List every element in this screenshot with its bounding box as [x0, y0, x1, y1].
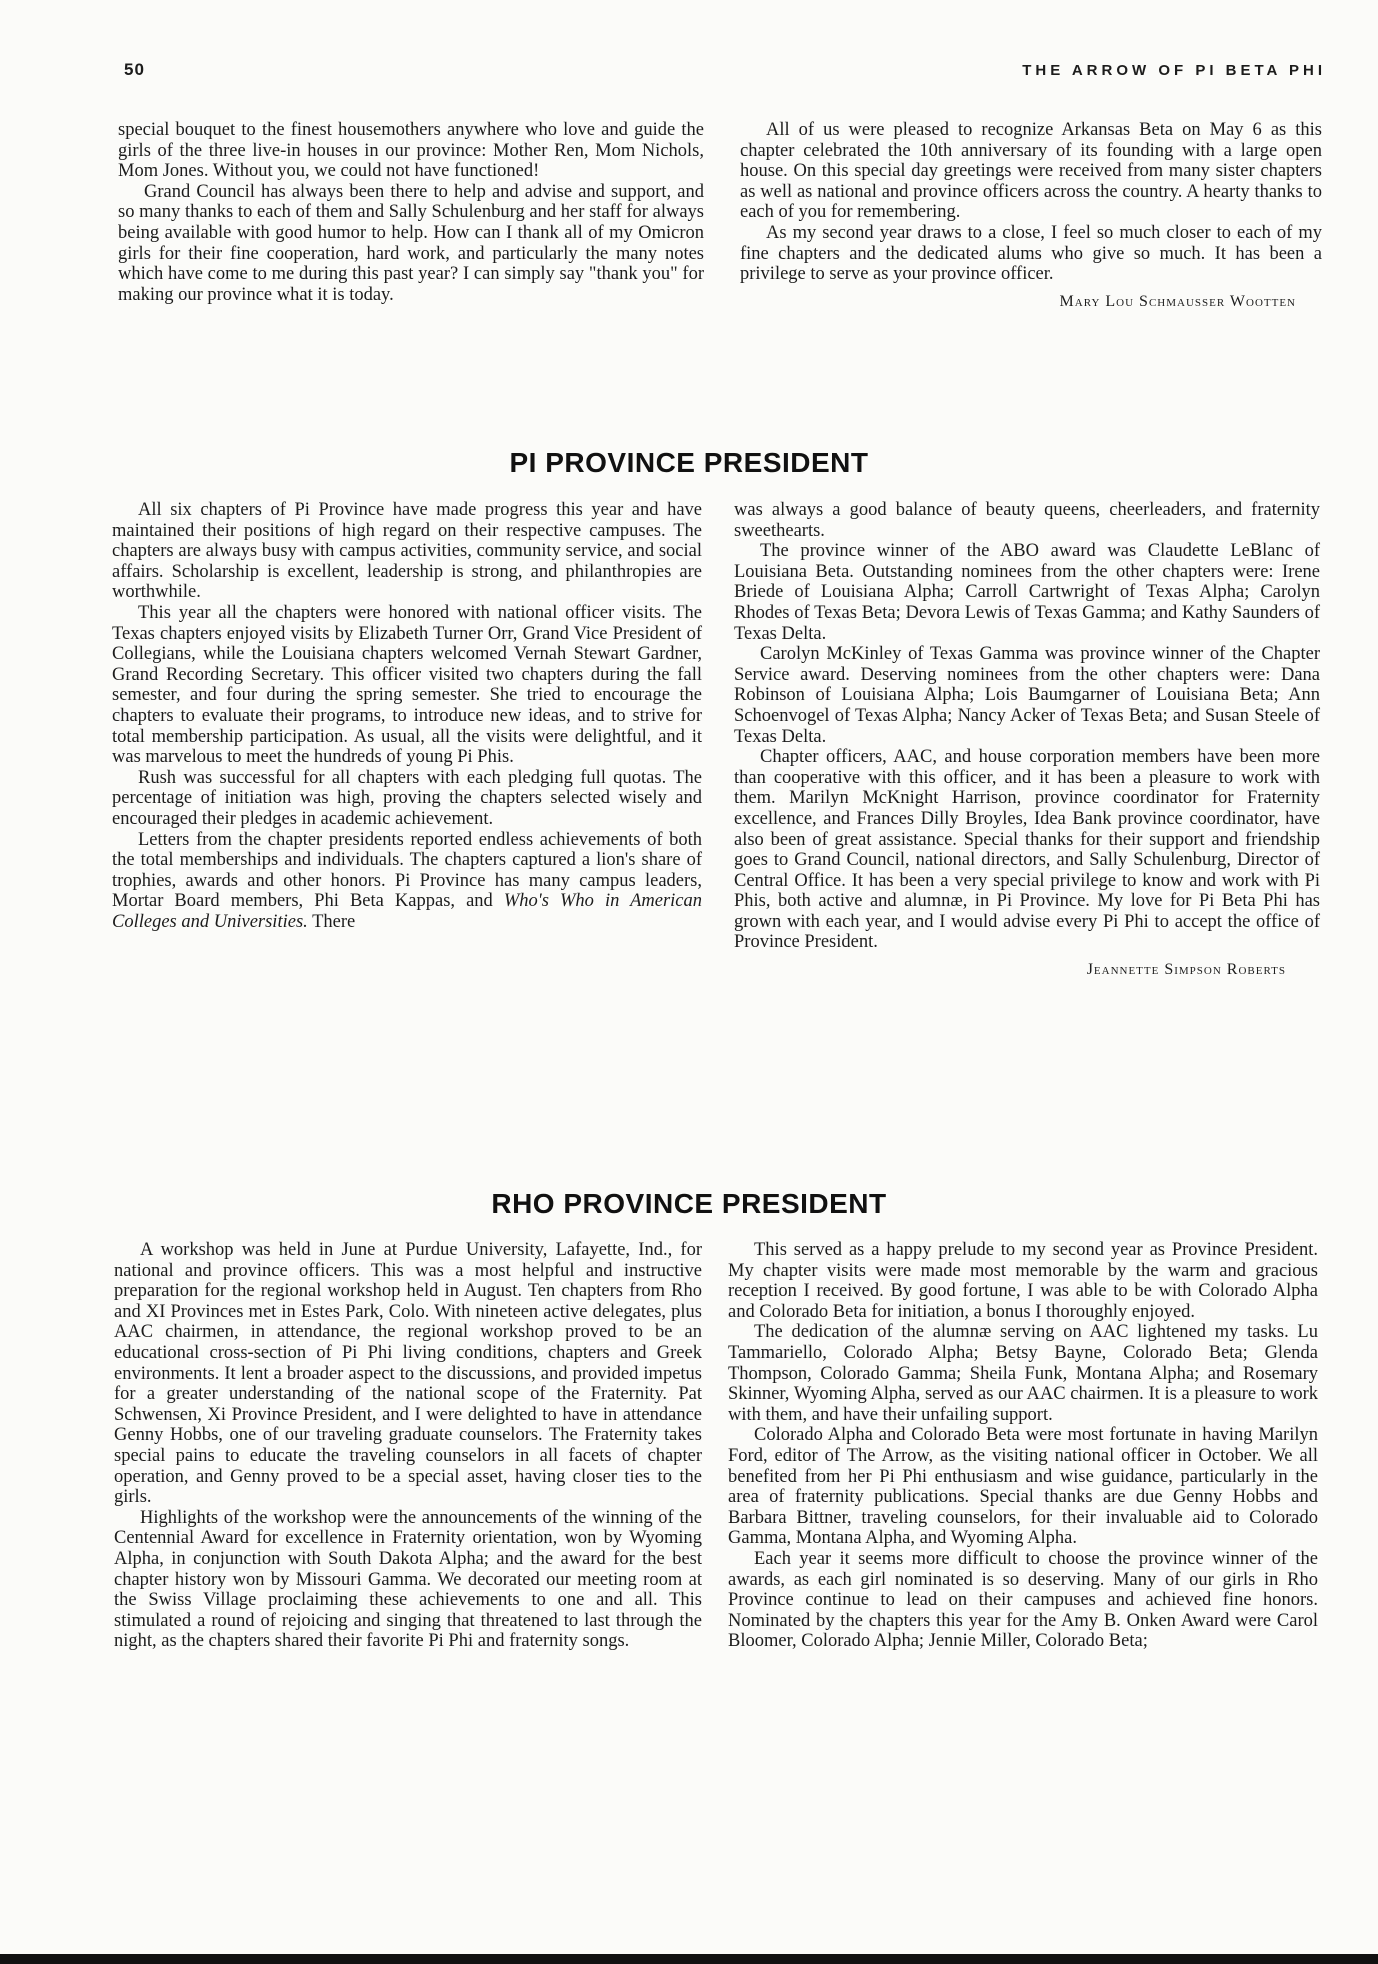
intro-left-column — [118, 120, 704, 305]
paragraph: The province winner of the ABO award was Claudette LeBlanc of Louisiana Beta. Outstanding nominees from the other chapters were: Irene Briede of Louisiana Alpha; Carroll Cartwright of Texas Alpha; Carolyn Rhodes of Texas Beta; Devora Lewis of Texas Gamma; and Kathy Saunders of Texas Delta. — [734, 541, 1320, 644]
scan-edge — [0, 1954, 1378, 1964]
paragraph: Rush was successful for all chapters with each pledging full quotas. The percentage of initiation was high, proving the chapters selected wisely and encouraged their pledges in academic achievement. — [112, 767, 702, 829]
signature: Jeannette Simpson Roberts — [1086, 961, 1286, 979]
paragraph: This year all the chapters were honored with national officer visits. The Texas chapters enjoyed visits by Elizabeth Turner Orr, Grand Vice President of Collegians, while the Louisiana chapters welcomed Vernah Stewart Gardner, Grand Recording Secretary. This officer visited two chapters during the fall semester, and four during the spring semester. She tried to encourage the chapters to evaluate their programs, to introduce new ideas, and to strive for total membership participation. As usual, all the visits were delightful, and it was marvelous to meet the hundreds of young Pi Phis. — [112, 602, 702, 768]
intro-right-column — [740, 120, 1322, 312]
paragraph: Grand Council has always been there to help and advise and support, and so many thanks to each of them and Sally Schulenburg and her staff for always being available with good humor to help. How can I thank all of my Omicron girls for their fine cooperation, hard work, and particularly the many notes which have come to me during this past year? I can simply say "thank you" for making our province what it is today. — [118, 181, 704, 305]
running-title: THE ARROW OF PI BETA PHI — [1022, 62, 1326, 79]
paragraph: Chapter officers, AAC, and house corporation members have been more than cooperative with this officer, and it has been a pleasure to work with them. Marilyn McKnight Harrison, province coordinator for Fraternity excellence, and Frances Dilly Broyles, Idea Bank province coordinator, have also been of great assistance. Special thanks for their support and friendship goes to Grand Council, national directors, and Sally Schulenburg, Director of Central Office. It has been a very special privilege to know and work with Pi Phis, both active and alumnæ, in Pi Province. My love for Pi Beta Phi has grown with each year, and I would advise every Pi Phi to accept the office of Province President. — [734, 747, 1320, 953]
paragraph: This served as a happy prelude to my second year as Province President. My chapter visits were made most memorable by the warm and gracious reception I received. By good fortune, I was able to be with Colorado Alpha and Colorado Beta for initiation, a bonus I thoroughly enjoyed. — [728, 1240, 1318, 1322]
rho-right-column — [728, 1240, 1318, 1652]
section-title-pi: PI PROVINCE PRESIDENT — [509, 447, 869, 478]
paragraph: A workshop was held in June at Purdue University, Lafayette, Ind., for national and province officers. This was a most helpful and instructive preparation for the regional workshop held in August. Ten chapters from Rho and XI Provinces met in Estes Park, Colo. With nineteen active delegates, plus AAC chairmen, in attendance, the regional workshop proved to be an educational cross-section of Pi Phi living conditions, chapters and Greek environments. It lent a broader aspect to the discussions, and provided impetus for a greater understanding of the national scope of the Fraternity. Pat Schwensen, Xi Province President, and I were delighted to have in attendance Genny Hobbs, one of our traveling graduate counselors. The Fraternity takes special pains to educate the traveling counselors in all facets of chapter operation, and Genny proved to be a special asset, having closer ties to the girls. — [114, 1240, 702, 1508]
paragraph: was always a good balance of beauty queens, cheerleaders, and fraternity sweethearts. — [734, 500, 1320, 541]
page-number: 50 — [124, 60, 145, 79]
pi-right-column — [734, 500, 1320, 981]
publication-title: Who's Who in American Colleges and Universities. — [112, 891, 702, 932]
section-title-rho: RHO PROVINCE PRESIDENT — [491, 1188, 887, 1219]
paragraph: Colorado Alpha and Colorado Beta were most fortunate in having Marilyn Ford, editor of The Arrow, as the visiting national officer in October. We all benefited from her Pi Phi enthusiasm and wise guidance, particularly in the area of fraternity publications. Special thanks are due Genny Hobbs and Barbara Bittner, traveling counselors, for their invaluable aid to Colorado Gamma, Montana Alpha, and Wyoming Alpha. — [728, 1425, 1318, 1549]
pi-left-column — [112, 500, 702, 932]
paragraph — [112, 830, 702, 933]
paragraph: Each year it seems more difficult to choose the province winner of the awards, as each girl nominated is so deserving. Many of our girls in Rho Province continue to lead on their campuses and achieved fine honors. Nominated by the chapters this year for the Amy B. Onken Award were Carol Bloomer, Colorado Alpha; Jennie Miller, Colorado Beta; — [728, 1548, 1318, 1652]
paragraph: special bouquet to the finest housemothers anywhere who love and guide the girls of the three live-in houses in our province: Mother Ren, Mom Nichols, Mom Jones. Without you, we could not have functioned! — [118, 120, 704, 182]
paragraph: All six chapters of Pi Province have made progress this year and have maintained their positions of high regard on their respective campuses. The chapters are always busy with campus activities, community service, and social affairs. Scholarship is excellent, leadership is strong, and philanthropies are worthwhile. — [112, 500, 702, 603]
rho-left-column — [114, 1240, 702, 1652]
paragraph: Carolyn McKinley of Texas Gamma was province winner of the Chapter Service award. Deserving nominees from the other chapters were: Dana Robinson of Louisiana Alpha; Lois Baumgarner of Louisiana Beta; Ann Schoenvogel of Texas Alpha; Nancy Acker of Texas Beta; and Susan Steele of Texas Delta. — [734, 644, 1320, 747]
paragraph-text: There — [307, 911, 356, 932]
paragraph: All of us were pleased to recognize Arkansas Beta on May 6 as this chapter celebrated the 10th anniversary of its founding with a large open house. On this special day greetings were received from many sister chapters as well as national and province officers across the country. A hearty thanks to each of you for remembering. — [740, 120, 1322, 223]
paragraph: Highlights of the workshop were the announcements of the winning of the Centennial Award for excellence in Fraternity orientation, won by Wyoming Alpha, in conjunction with South Dakota Alpha; and the award for the best chapter history won by Missouri Gamma. We decorated our meeting room at the Swiss Village proclaiming these achievements to one and all. This stimulated a round of rejoicing and singing that threatened to last through the night, as the chapters shared their favorite Pi Phi and fraternity songs. — [114, 1507, 702, 1652]
paragraph-text: Letters from the chapter presidents reported endless achievements of both the total memberships and individuals. The chapters captured a lion's share of trophies, awards and other honors. Pi Province has many campus leaders, Mortar Board members, Phi Beta Kappas, and — [112, 829, 702, 912]
signature: Mary Lou Schmausser Wootten — [1059, 292, 1296, 310]
paragraph: As my second year draws to a close, I feel so much closer to each of my fine chapters and the dedicated alums who give so much. It has been a privilege to serve as your province officer. — [740, 222, 1322, 285]
paragraph: The dedication of the alumnæ serving on AAC lightened my tasks. Lu Tammariello, Colorado Alpha; Betsy Bayne, Colorado Beta; Glenda Thompson, Colorado Gamma; Sheila Funk, Montana Alpha; and Rosemary Skinner, Wyoming Alpha, served as our AAC chairmen. It is a pleasure to work with them, and have their unfailing support. — [728, 1322, 1318, 1425]
